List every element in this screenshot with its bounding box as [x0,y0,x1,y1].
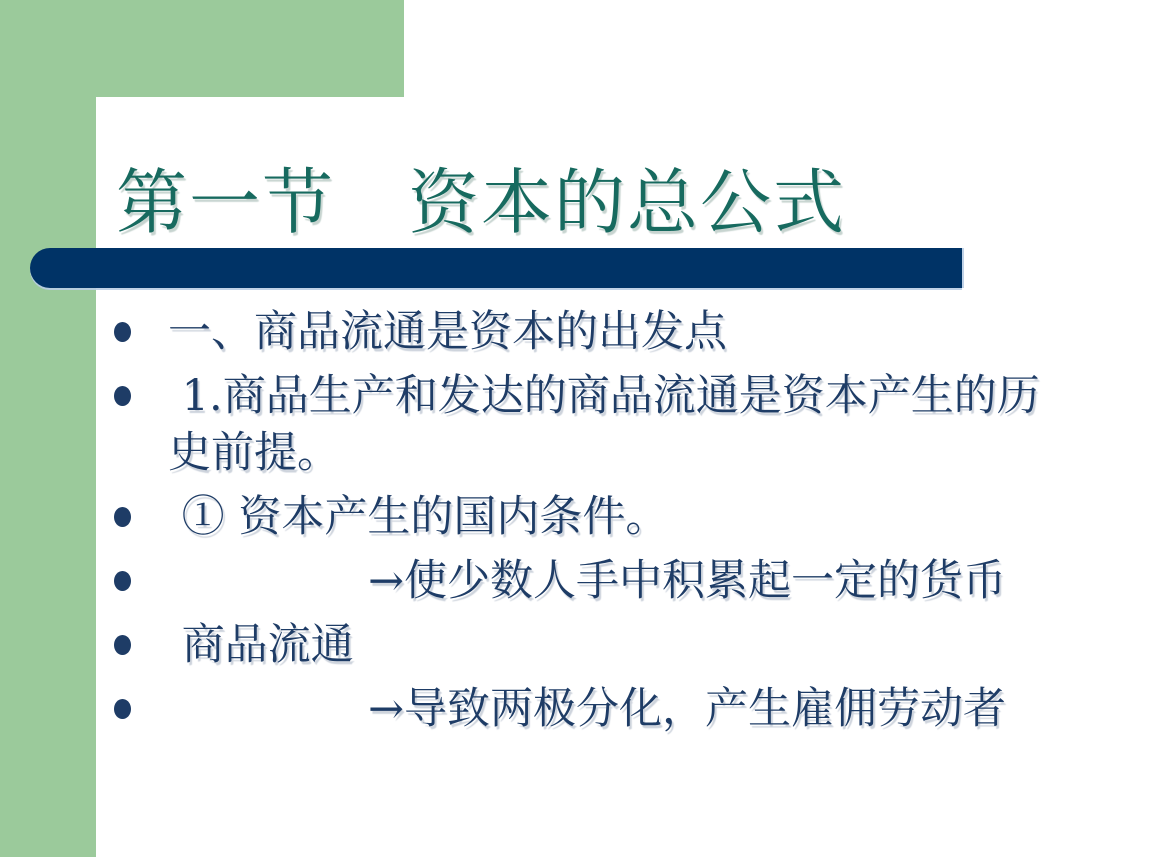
list-item-text: 1.商品生产和发达的商品流通是资本产生的历 [168,371,1040,421]
bullet-icon [114,322,131,342]
bullet-icon [114,386,131,406]
list-item-text: 史前提。 [168,428,340,478]
bullet-icon [114,699,131,719]
bullet-icon [114,507,131,527]
left-green-band [0,0,96,857]
list-item [112,489,1087,546]
list-item [112,617,1087,674]
list-item [112,304,1087,361]
list-item-text: 一、商品流通是资本的出发点 [168,307,727,357]
list-item-text: →导致两极分化，产生雇佣劳动者 [368,684,1007,734]
bullet-icon [114,571,131,591]
list-item [112,553,1087,610]
top-green-block [0,0,404,97]
slide-title: 第一节 资本的总公式 [116,161,847,244]
list-item-text: →使少数人手中积累起一定的货币 [368,556,1007,606]
list-item-text: 商品流通 [168,620,354,670]
bullet-icon [114,635,131,655]
list-item-text: ① 资本产生的国内条件。 [168,492,669,542]
title-divider-bar [30,248,962,288]
list-item [112,681,1087,738]
bullet-list [112,304,1087,745]
list-item [112,368,1087,482]
